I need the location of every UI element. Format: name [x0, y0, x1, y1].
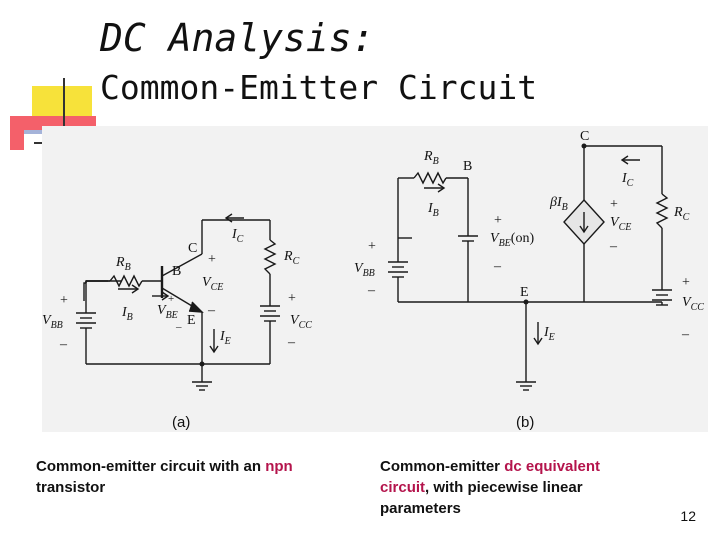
caption-left-text-1: Common-emitter circuit with an	[36, 458, 266, 475]
a-rc-label: $R_C$	[284, 249, 300, 267]
b-vbb-minus: –	[368, 283, 375, 298]
b-vcc-label: $V_{CC}$	[682, 295, 704, 313]
b-vce-plus: +	[610, 197, 618, 212]
a-vbb-plus: +	[60, 293, 68, 308]
b-vce-minus: –	[610, 239, 617, 254]
a-vcc-label: $V_{CC}$	[290, 313, 312, 331]
a-vbb-minus: –	[60, 337, 67, 352]
a-rb-label: $R_B$	[116, 255, 131, 273]
a-vce-minus: –	[208, 303, 215, 318]
caption-right	[380, 456, 652, 519]
a-node-e: E	[187, 313, 196, 328]
caption-right-text-1: Common-emitter	[380, 458, 505, 475]
b-vcc-minus: –	[682, 327, 689, 342]
slide-title: DC Analysis:	[100, 16, 375, 60]
a-vcc-plus: +	[288, 291, 296, 306]
panel-a-label: (a)	[172, 414, 191, 431]
b-rb-label: $R_B$	[424, 149, 439, 167]
a-vbb-label: $V_{BB}$	[42, 313, 63, 331]
ground-node-dot	[200, 362, 205, 367]
b-vbb-plus: +	[368, 239, 376, 254]
circuit-figure	[42, 126, 708, 432]
caption-left-highlight: npn	[265, 458, 293, 475]
b-beta-ib-label: $\beta I_B$	[550, 195, 568, 213]
b-vbe-label: $V_{BE}(on)$	[490, 231, 535, 249]
a-vbe-plus: +	[168, 293, 175, 305]
a-vcc-minus: –	[288, 335, 295, 350]
a-vce-label: $V_{CE}$	[202, 275, 224, 293]
corner-ornament-red-vertical	[10, 116, 24, 150]
b-vce-label: $V_{CE}$	[610, 215, 632, 233]
b-ie-label: $I_E$	[544, 325, 555, 343]
collector-node-dot	[582, 144, 587, 149]
b-node-c: C	[580, 129, 590, 144]
slide-subtitle: Common-Emitter Circuit	[100, 68, 538, 107]
page-number: 12	[680, 508, 696, 524]
a-vbe-label: $V_{BE}$	[157, 303, 178, 321]
caption-left	[36, 456, 326, 498]
b-vcc-plus: +	[682, 275, 690, 290]
caption-right-text-2: , with piecewise linear parameters	[380, 479, 583, 517]
panel-b-label: (b)	[516, 414, 535, 431]
caption-left-text-2: transistor	[36, 479, 106, 496]
b-node-b: B	[463, 159, 473, 174]
b-vbe-plus: +	[494, 213, 502, 228]
caption-right-highlight: dc equivalent circuit	[380, 458, 601, 496]
a-ie-label: $I_E$	[220, 329, 231, 347]
b-ib-label: $I_B$	[428, 201, 439, 219]
a-ib-label: $I_B$	[122, 305, 133, 323]
a-node-c: C	[188, 241, 198, 256]
b-vbe-minus: –	[494, 259, 501, 274]
b-ic-label: $I_C$	[622, 171, 634, 189]
b-node-e: E	[520, 285, 529, 300]
emitter-node-dot	[524, 300, 529, 305]
b-vbb-label: $V_{BB}$	[354, 261, 375, 279]
a-ic-label: $I_C$	[232, 227, 244, 245]
b-rc-label: $R_C$	[674, 205, 690, 223]
a-node-b: B	[172, 264, 182, 279]
a-vbe-minus: –	[176, 321, 182, 333]
a-vce-plus: +	[208, 252, 216, 267]
circuit-diagram	[42, 126, 708, 432]
